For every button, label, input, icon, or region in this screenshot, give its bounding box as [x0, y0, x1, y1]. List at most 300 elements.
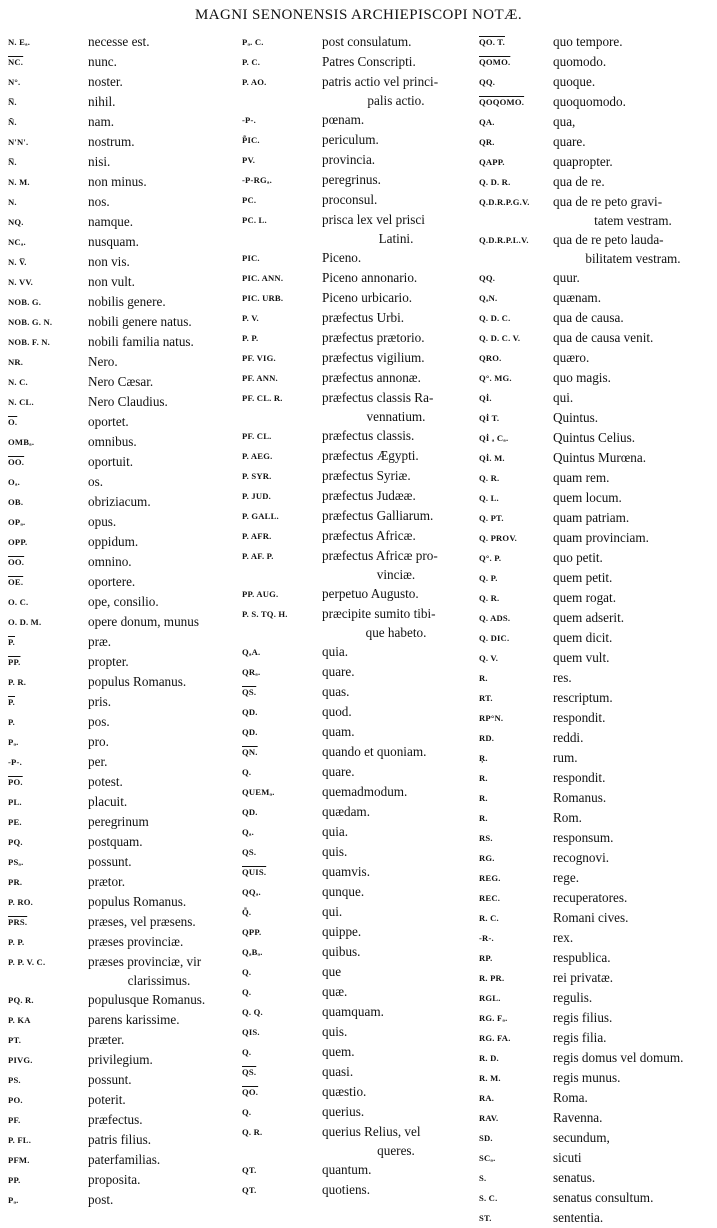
abbreviation-entry	[242, 662, 470, 682]
abbreviation-entry	[242, 862, 470, 882]
expansion-text: provincia.	[322, 152, 376, 167]
abbreviation: QR.	[479, 137, 495, 147]
abbreviation-entry	[242, 308, 470, 328]
expansion-text: quando et quoniam.	[322, 744, 427, 759]
abbreviation: P. AFR.	[242, 531, 272, 541]
abbreviation: R.	[479, 673, 488, 683]
abbreviation-entry	[8, 852, 230, 872]
abbreviation: QD.	[242, 707, 258, 717]
abbreviation-entry	[242, 1042, 470, 1062]
abbreviation-entry	[8, 552, 230, 572]
abbreviation-entry	[242, 822, 470, 842]
expansion-text: peregrinum	[88, 814, 149, 829]
expansion	[88, 792, 230, 811]
expansion	[88, 692, 230, 711]
abbreviation-entry	[479, 308, 713, 328]
abbreviation-entry	[8, 352, 230, 372]
abbreviation: P.	[8, 697, 16, 707]
abbreviation-entry	[242, 486, 470, 506]
abbreviation-entry	[479, 428, 713, 448]
expansion-text: nos.	[88, 194, 110, 209]
expansion-text: quas.	[322, 684, 350, 699]
expansion-text: Nero Cæsar.	[88, 374, 154, 389]
expansion	[553, 172, 713, 191]
abbreviation: PSₐ.	[8, 857, 24, 867]
expansion-text: sicuti	[553, 1150, 582, 1165]
abbreviation-entry	[8, 332, 230, 352]
expansion-text: obriziacum.	[88, 494, 151, 509]
expansion	[553, 1128, 713, 1147]
abbreviation: NR.	[8, 357, 24, 367]
expansion	[553, 448, 713, 467]
abbreviation: O. D. M.	[8, 617, 42, 627]
expansion	[553, 628, 713, 647]
expansion	[88, 1070, 230, 1089]
abbreviation: P. P. V. C.	[8, 957, 46, 967]
expansion	[88, 832, 230, 851]
expansion-text: qua,	[553, 114, 576, 129]
abbreviation: Pₐ. C.	[242, 37, 264, 47]
abbreviation-entry	[242, 1002, 470, 1022]
expansion	[88, 872, 230, 891]
expansion	[322, 388, 470, 426]
abbreviation: RT.	[479, 693, 493, 703]
expansion-text: quare.	[322, 664, 355, 679]
abbreviation: QT.	[242, 1185, 257, 1195]
expansion-text: oportet.	[88, 414, 129, 429]
expansion	[553, 748, 713, 767]
abbreviation-entry	[8, 252, 230, 272]
expansion	[88, 152, 230, 171]
expansion	[553, 152, 713, 171]
abbreviation: Q. ADS.	[479, 613, 511, 623]
expansion	[553, 1048, 713, 1067]
abbreviation: Q̃.	[242, 907, 252, 917]
expansion-continuation: clarissimus.	[127, 973, 191, 988]
abbreviation: N'N'.	[8, 137, 29, 147]
expansion	[553, 948, 713, 967]
abbreviation: P. AO.	[242, 77, 267, 87]
abbreviation: N. VV.	[8, 277, 33, 287]
expansion-continuation: queres.	[377, 1143, 415, 1158]
abbreviation: QQ.	[479, 273, 496, 283]
expansion-text: Ravenna.	[553, 1110, 603, 1125]
abbreviation-entry	[8, 92, 230, 112]
expansion	[553, 428, 713, 447]
expansion-text: præfectus Galliarum.	[322, 508, 434, 523]
abbreviation-entry	[242, 348, 470, 368]
abbreviation: N. M.	[8, 177, 30, 187]
abbreviation: PL.	[8, 797, 22, 807]
expansion-text: nunc.	[88, 54, 117, 69]
abbreviation: OMBₐ.	[8, 437, 35, 447]
expansion-text: Piceno.	[322, 250, 362, 265]
abbreviation: N.	[8, 197, 17, 207]
expansion-text: recognovi.	[553, 850, 610, 865]
expansion-text: nobili genere natus.	[88, 314, 192, 329]
expansion-text: Romani cives.	[553, 910, 629, 925]
expansion-text: quantum.	[322, 1162, 372, 1177]
expansion	[88, 532, 230, 551]
expansion	[553, 72, 713, 91]
expansion-text: qua de re peto gravi-	[553, 194, 663, 209]
abbreviation: P. AEG.	[242, 451, 273, 461]
abbreviation-entry	[8, 832, 230, 852]
expansion	[88, 232, 230, 251]
expansion	[553, 328, 713, 347]
abbreviation: P. JUD.	[242, 491, 272, 501]
expansion-text: rum.	[553, 750, 578, 765]
abbreviation-entry	[479, 1208, 713, 1228]
expansion	[553, 788, 713, 807]
expansion-text: quæ.	[322, 984, 348, 999]
expansion-text: quamquam.	[322, 1004, 384, 1019]
expansion-text: patris filius.	[88, 1132, 152, 1147]
expansion-text: omnino.	[88, 554, 132, 569]
expansion	[553, 468, 713, 487]
abbreviation: RG. Fₐ.	[479, 1013, 508, 1023]
abbreviation-entry	[479, 668, 713, 688]
abbreviation-entry	[8, 892, 230, 912]
abbreviation-entry	[242, 922, 470, 942]
expansion	[322, 862, 470, 881]
expansion	[322, 368, 470, 387]
abbreviation-entry	[8, 492, 230, 512]
abbreviation: P.	[8, 717, 16, 727]
expansion-text: Quintus Murœna.	[553, 450, 647, 465]
expansion	[322, 1122, 470, 1160]
abbreviation: PV.	[242, 155, 256, 165]
expansion	[553, 768, 713, 787]
abbreviation-entry	[8, 572, 230, 592]
expansion	[553, 1088, 713, 1107]
abbreviation-entry	[8, 952, 230, 990]
expansion	[322, 642, 470, 661]
abbreviation: REC.	[479, 893, 501, 903]
expansion	[322, 742, 470, 761]
abbreviation-entry	[479, 588, 713, 608]
expansion	[553, 668, 713, 687]
expansion-text: rescriptum.	[553, 690, 613, 705]
abbreviation: QₐA.	[242, 647, 261, 657]
expansion-text: regulis.	[553, 990, 593, 1005]
expansion-text: possunt.	[88, 1072, 132, 1087]
expansion	[322, 584, 470, 603]
abbreviation: Q. R.	[479, 593, 500, 603]
expansion	[88, 1090, 230, 1109]
expansion	[88, 192, 230, 211]
abbreviation-entry	[242, 546, 470, 584]
abbreviation: P. S. TQ. H.	[242, 609, 288, 619]
expansion	[553, 908, 713, 927]
abbreviation-column-3	[479, 32, 713, 1228]
expansion	[88, 932, 230, 951]
abbreviation: RD.	[479, 733, 495, 743]
abbreviation: OE.	[8, 577, 24, 587]
abbreviation-entry	[8, 772, 230, 792]
expansion-text: Nero Claudius.	[88, 394, 168, 409]
expansion-text: quare.	[553, 134, 586, 149]
expansion	[322, 1102, 470, 1121]
expansion	[553, 828, 713, 847]
abbreviation-entry	[479, 368, 713, 388]
expansion-text: nusquam.	[88, 234, 139, 249]
expansion	[88, 1150, 230, 1169]
expansion	[88, 472, 230, 491]
expansion	[322, 982, 470, 1001]
abbreviation-entry	[479, 908, 713, 928]
expansion-text: quem rogat.	[553, 590, 616, 605]
expansion	[553, 888, 713, 907]
abbreviation: QₐN.	[479, 293, 498, 303]
expansion-text: non minus.	[88, 174, 147, 189]
abbreviation-entry	[8, 172, 230, 192]
abbreviation: N̅.	[8, 157, 17, 167]
expansion	[88, 1050, 230, 1069]
abbreviation-entry	[8, 152, 230, 172]
abbreviation: PC. L.	[242, 215, 267, 225]
expansion	[322, 942, 470, 961]
expansion-text: quam patriam.	[553, 510, 630, 525]
expansion	[322, 210, 470, 248]
expansion-text: quo magis.	[553, 370, 611, 385]
expansion	[322, 446, 470, 465]
abbreviation: PP. AUG.	[242, 589, 279, 599]
abbreviation: QOQOMO.	[479, 97, 525, 107]
abbreviation-entry	[8, 592, 230, 612]
expansion-text: Piceno urbicario.	[322, 290, 413, 305]
expansion	[322, 902, 470, 921]
expansion	[553, 808, 713, 827]
abbreviation: Q.D.R.P.L.V.	[479, 235, 529, 245]
abbreviation-entry	[8, 932, 230, 952]
abbreviation-entry	[8, 312, 230, 332]
abbreviation-entry	[8, 32, 230, 52]
abbreviation-entry	[479, 152, 713, 172]
abbreviation-entry	[242, 1160, 470, 1180]
abbreviation-entry	[8, 1150, 230, 1170]
expansion	[88, 632, 230, 651]
expansion-text: præcipite sumito tibi-	[322, 606, 436, 621]
abbreviation-entry	[242, 902, 470, 922]
abbreviation: P. R.	[8, 677, 27, 687]
abbreviation: PRS.	[8, 917, 28, 927]
expansion	[553, 1008, 713, 1027]
expansion-text: nam.	[88, 114, 115, 129]
abbreviation: -P-RGₐ.	[242, 175, 272, 185]
abbreviation-entry	[242, 248, 470, 268]
expansion	[553, 268, 713, 287]
abbreviation: Q. D. C. V.	[479, 333, 521, 343]
abbreviation: QD.	[242, 727, 258, 737]
abbreviation-entry	[479, 728, 713, 748]
abbreviation-entry	[242, 702, 470, 722]
expansion	[553, 568, 713, 587]
abbreviation-entry	[242, 682, 470, 702]
abbreviation-entry	[8, 612, 230, 632]
expansion	[88, 432, 230, 451]
abbreviation: Q. V.	[479, 653, 499, 663]
abbreviation: Qİ ₐ Cₐ.	[479, 433, 509, 443]
abbreviation: Q.	[242, 1047, 252, 1057]
abbreviation: P.	[8, 637, 16, 647]
abbreviation-entry	[242, 584, 470, 604]
abbreviation-entry	[479, 868, 713, 888]
abbreviation: QD.	[242, 807, 258, 817]
abbreviation: Q. DIC.	[479, 633, 510, 643]
expansion	[322, 604, 470, 642]
abbreviation: QS.	[242, 1067, 257, 1077]
expansion	[88, 752, 230, 771]
expansion-text: regis filia.	[553, 1030, 607, 1045]
expansion-text: periculum.	[322, 132, 379, 147]
expansion-text: recuperatores.	[553, 890, 628, 905]
abbreviation-entry	[242, 72, 470, 110]
expansion	[88, 492, 230, 511]
expansion-text: que	[322, 964, 342, 979]
abbreviation: PF. CL. R.	[242, 393, 283, 403]
expansion	[322, 1042, 470, 1061]
abbreviation: RP.	[479, 953, 493, 963]
expansion	[88, 912, 230, 931]
abbreviation-entry	[479, 948, 713, 968]
abbreviation-entry	[8, 1130, 230, 1150]
expansion	[553, 132, 713, 151]
expansion-text: præfectus vigilium.	[322, 350, 425, 365]
expansion-text: patris actio vel princi-	[322, 74, 439, 89]
abbreviation-entry	[8, 112, 230, 132]
expansion-text: proposita.	[88, 1172, 141, 1187]
abbreviation: OPP.	[8, 537, 28, 547]
expansion-text: quis.	[322, 1024, 348, 1039]
expansion-continuation: bilitatem vestram.	[585, 251, 681, 266]
expansion	[322, 248, 470, 267]
abbreviation: Ñ.	[8, 117, 17, 127]
abbreviation-entry	[479, 408, 713, 428]
abbreviation-entry	[242, 1022, 470, 1042]
expansion-text: qua de re.	[553, 174, 605, 189]
abbreviation: PP.	[8, 1175, 21, 1185]
abbreviation: PC.	[242, 195, 257, 205]
abbreviation-entry	[479, 72, 713, 92]
expansion	[553, 588, 713, 607]
expansion	[322, 1180, 470, 1199]
abbreviation-entry	[479, 608, 713, 628]
abbreviation-entry	[479, 548, 713, 568]
expansion-text: quur.	[553, 270, 580, 285]
expansion	[88, 252, 230, 271]
expansion-text: rei privatæ.	[553, 970, 614, 985]
abbreviation: RA.	[479, 1093, 495, 1103]
expansion	[88, 112, 230, 131]
expansion-text: privilegium.	[88, 1052, 153, 1067]
abbreviation: Pₐ.	[8, 737, 19, 747]
abbreviation: Q°. P.	[479, 553, 502, 563]
abbreviation: PIC.	[242, 253, 260, 263]
expansion	[553, 1148, 713, 1167]
abbreviation-entry	[8, 672, 230, 692]
expansion	[88, 952, 230, 990]
abbreviation-entry	[8, 212, 230, 232]
expansion	[322, 328, 470, 347]
abbreviation: Q.	[242, 967, 252, 977]
expansion-text: quare.	[322, 764, 355, 779]
expansion-text: præ.	[88, 634, 112, 649]
expansion-text: populus Romanus.	[88, 674, 187, 689]
expansion	[553, 388, 713, 407]
expansion	[322, 308, 470, 327]
abbreviation-entry	[479, 1048, 713, 1068]
expansion-text: præfectus Syriæ.	[322, 468, 411, 483]
expansion-text: senatus.	[553, 1170, 596, 1185]
abbreviation-entry	[479, 328, 713, 348]
abbreviation: OO.	[8, 457, 25, 467]
expansion	[322, 922, 470, 941]
abbreviation-entry	[8, 632, 230, 652]
abbreviation: NOB. G. N.	[8, 317, 53, 327]
expansion	[88, 652, 230, 671]
expansion-text: quoquomodo.	[553, 94, 626, 109]
expansion	[88, 452, 230, 471]
abbreviation-entry	[242, 268, 470, 288]
expansion	[88, 512, 230, 531]
expansion-text: quamvis.	[322, 864, 370, 879]
abbreviation: R.	[479, 773, 488, 783]
abbreviation: Q. R.	[242, 1127, 263, 1137]
abbreviation-entry	[8, 692, 230, 712]
expansion	[553, 728, 713, 747]
expansion	[553, 928, 713, 947]
abbreviation-entry	[8, 472, 230, 492]
expansion-continuation: Latini.	[378, 231, 414, 246]
abbreviation-entry	[479, 848, 713, 868]
abbreviation-entry	[242, 1082, 470, 1102]
expansion	[322, 702, 470, 721]
expansion-text: quod.	[322, 704, 352, 719]
abbreviation: QS.	[242, 847, 257, 857]
abbreviation: QUIS.	[242, 867, 267, 877]
expansion-text: omnibus.	[88, 434, 137, 449]
expansion	[553, 528, 713, 547]
expansion-text: præfectus Ægypti.	[322, 448, 419, 463]
abbreviation: S. C.	[479, 1193, 498, 1203]
abbreviation-entry	[8, 192, 230, 212]
abbreviation: QS.	[242, 687, 257, 697]
expansion-text: quibus.	[322, 944, 361, 959]
expansion	[322, 72, 470, 110]
expansion	[322, 762, 470, 781]
expansion	[322, 150, 470, 169]
abbreviation-entry	[479, 788, 713, 808]
expansion	[88, 72, 230, 91]
abbreviation: QOMO.	[479, 57, 511, 67]
expansion-continuation: vennatium.	[366, 409, 426, 424]
expansion	[553, 868, 713, 887]
expansion-text: quem vult.	[553, 650, 610, 665]
abbreviation-column-2	[242, 32, 470, 1200]
expansion-text: pris.	[88, 694, 112, 709]
abbreviation: P̃IC.	[242, 135, 260, 145]
expansion-text: qui.	[322, 904, 343, 919]
abbreviation: R. C.	[479, 913, 499, 923]
abbreviation: Qₐ.	[242, 827, 254, 837]
expansion-text: nobilis genere.	[88, 294, 166, 309]
expansion	[88, 892, 230, 911]
expansion-text: pœnam.	[322, 112, 365, 127]
expansion-text: quomodo.	[553, 54, 607, 69]
expansion	[88, 552, 230, 571]
abbreviation-entry	[242, 388, 470, 426]
